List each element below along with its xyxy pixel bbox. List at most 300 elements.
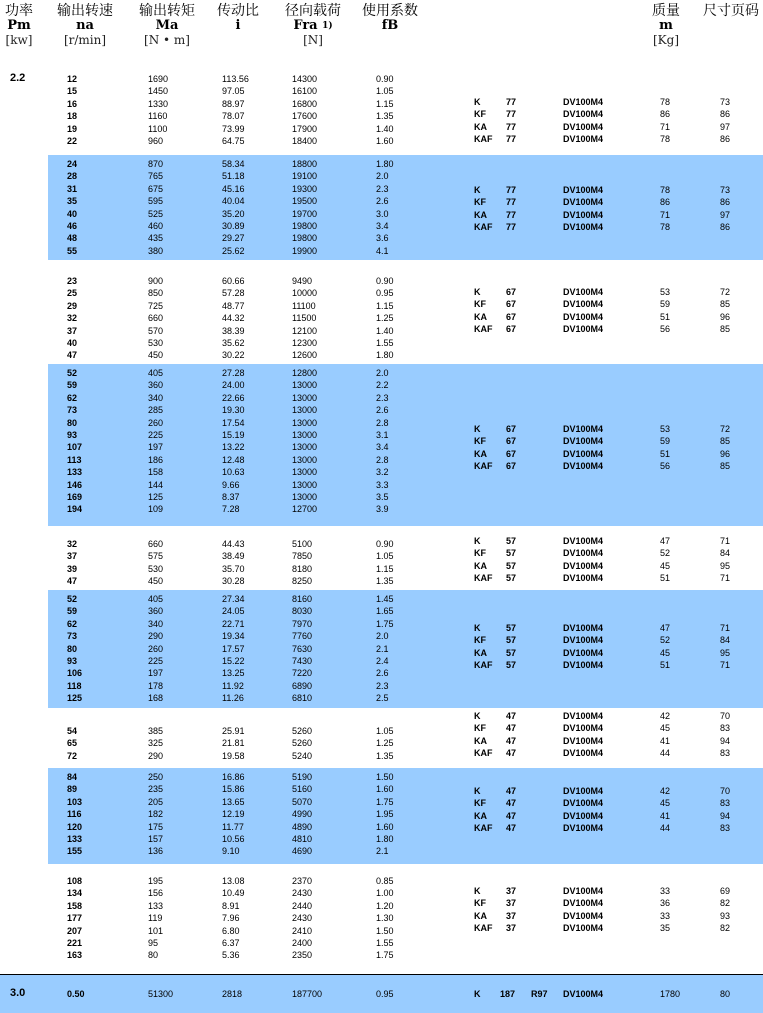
radial-load-cell: 8030 [292,606,313,617]
radial-load-cell: 7220 [292,668,313,679]
speed-cell: 28 [67,171,78,182]
radial-load-cell: 6810 [292,693,313,704]
dimension-page-cell: 71 [720,573,731,584]
ratio-cell: 73.99 [222,123,245,134]
gear-type-cell: KA [474,810,487,821]
dimension-page-cell: 85 [720,436,731,447]
mass-cell: 47 [660,536,671,546]
motor-cell: DV100M4 [563,560,604,571]
service-factor-cell: 1.40 [376,325,394,336]
ratio-cell: 19.58 [222,750,245,761]
motor-cell: DV100M4 [563,635,604,646]
gear-type-cell: K [474,97,481,107]
torque-cell: 660 [148,539,164,549]
table-group [48,590,763,708]
ratio-cell: 45.16 [222,183,245,194]
gear-type-cell: KF [474,898,486,909]
radial-load-cell: 2370 [292,876,313,886]
radial-load-cell: 19900 [292,245,318,256]
torque-cell: 525 [148,208,164,219]
dimension-page-cell: 83 [720,823,731,834]
service-factor-cell: 2.8 [376,454,389,465]
ratio-cell: 97.05 [222,86,245,97]
dimension-page-cell: 94 [720,735,731,746]
ratio-cell: 19.34 [222,631,245,642]
ratio-cell: 8.37 [222,492,240,502]
ratio-cell: 88.97 [222,98,245,109]
motor-cell: DV100M4 [563,623,604,633]
motor-cell: DV100M4 [563,810,604,821]
torque-cell: 725 [148,300,164,311]
gear-size-cell: 67 [506,448,517,459]
motor-cell: DV100M4 [563,197,604,208]
dimension-page-cell: 95 [720,560,731,571]
ratio-cell: 13.22 [222,442,245,453]
gear-size-cell: 77 [506,209,517,220]
radial-load-cell: 7430 [292,656,313,666]
dimension-page-cell: 72 [720,287,731,297]
torque-cell: 158 [148,467,164,478]
gear-type-cell: KAF [474,823,493,834]
speed-cell: 23 [67,276,78,286]
torque-cell: 960 [148,136,164,146]
torque-cell: 575 [148,551,164,562]
radial-load-cell: 2410 [292,925,313,936]
mass-cell: 86 [660,197,671,208]
header-mass-cn: 质量 [652,3,680,19]
torque-cell: 360 [148,380,164,391]
gear-size-cell: 77 [506,134,517,145]
ratio-cell: 35.62 [222,338,245,348]
gear-size-cell: 187 [500,989,516,999]
service-factor-cell: 1.15 [376,98,394,109]
dimension-page-cell: 94 [720,810,731,821]
gear-size-cell: 47 [506,735,517,746]
torque-cell: 765 [148,171,164,182]
mass-cell: 71 [660,209,671,220]
speed-cell: 120 [67,821,83,832]
mass-cell: 59 [660,436,671,447]
speed-cell: 134 [67,888,83,899]
secondary-gear-cell: R97 [531,989,548,999]
radial-load-cell: 18400 [292,136,318,146]
radial-load-cell: 8160 [292,594,313,604]
gear-type-cell: KA [474,560,487,571]
ratio-cell: 15.22 [222,656,245,666]
header-torque-symbol: Ma [155,18,179,33]
gear-type-cell: K [474,886,481,896]
ratio-cell: 11.77 [222,821,244,832]
service-factor-cell: 3.6 [376,233,389,244]
service-factor-cell: 0.95 [376,288,394,299]
radial-load-cell: 19800 [292,221,318,231]
dimension-page-cell: 96 [720,448,731,459]
torque-cell: 900 [148,276,164,286]
mass-cell: 44 [660,823,671,834]
speed-cell: 25 [67,288,78,299]
mass-cell: 51 [660,573,671,584]
header-radial-load-cn: 径向载荷 [285,3,341,19]
ratio-cell: 12.48 [222,454,245,465]
radial-load-cell: 16100 [292,86,318,97]
service-factor-cell: 1.75 [376,950,394,961]
torque-cell: 530 [148,563,164,574]
dimension-page-cell: 93 [720,910,731,921]
header-power-cn: 功率 [5,3,33,19]
gear-size-cell: 77 [506,185,517,195]
speed-cell: 59 [67,380,78,391]
radial-load-cell: 13000 [292,442,318,453]
torque-cell: 168 [148,693,164,704]
motor-cell: DV100M4 [563,536,604,546]
radial-load-cell: 187700 [292,989,323,999]
speed-cell: 207 [67,925,83,936]
service-factor-cell: 1.60 [376,821,394,832]
radial-load-cell: 19800 [292,233,318,244]
gear-type-cell: KF [474,798,486,809]
ratio-cell: 11.92 [222,680,244,691]
torque-cell: 435 [148,233,164,244]
ratio-cell: 24.00 [222,380,245,391]
dimension-page-cell: 82 [720,898,731,909]
speed-cell: 37 [67,325,78,336]
dimension-page-cell: 72 [720,424,731,434]
radial-load-cell: 4890 [292,821,313,832]
ratio-cell: 29.27 [222,233,245,244]
speed-cell: 93 [67,656,78,666]
radial-load-cell: 5070 [292,796,313,807]
service-factor-cell: 1.65 [376,606,394,617]
speed-cell: 80 [67,417,78,428]
table-group [48,155,763,260]
radial-load-cell: 19300 [292,183,318,194]
header-mass [646,4,686,47]
header-speed-cn: 输出转速 [57,3,113,19]
gear-size-cell: 77 [506,222,517,233]
gear-type-cell: KA [474,209,487,220]
gear-type-cell: K [474,536,481,546]
service-factor-cell: 2.3 [376,392,389,403]
radial-load-cell: 11500 [292,313,317,324]
header-power [2,4,36,47]
header-torque-cn: 输出转矩 [139,3,195,19]
header-service-factor-symbol: fB [381,18,399,33]
motor-cell: DV100M4 [563,723,604,734]
torque-cell: 225 [148,430,164,440]
gear-size-cell: 57 [506,635,517,646]
dimension-page-cell: 80 [720,989,731,999]
radial-load-cell: 19500 [292,196,318,207]
radial-load-cell: 13000 [292,380,318,391]
table-group [0,872,763,968]
ratio-cell: 10.49 [222,888,245,899]
dimension-page-cell: 83 [720,748,731,759]
torque-cell: 80 [148,950,159,961]
gear-size-cell: 47 [506,711,517,721]
header-speed-symbol: na [76,18,94,33]
torque-cell: 95 [148,938,159,948]
torque-cell: 144 [148,479,164,490]
gear-type-cell: KAF [474,660,493,671]
ratio-cell: 48.77 [222,300,245,311]
gear-type-cell: KF [474,548,486,559]
gear-type-cell: KF [474,109,486,120]
service-factor-cell: 3.3 [376,479,389,490]
torque-cell: 235 [148,784,164,795]
torque-cell: 125 [148,492,164,502]
service-factor-cell: 1.25 [376,738,394,749]
torque-cell: 197 [148,442,164,453]
mass-cell: 59 [660,299,671,310]
gear-type-cell: KAF [474,573,493,584]
speed-cell: 0.50 [67,989,85,999]
speed-cell: 107 [67,442,83,453]
ratio-cell: 9.10 [222,846,240,857]
motor-cell: DV100M4 [563,209,604,220]
speed-cell: 12 [67,74,78,84]
radial-load-cell: 5190 [292,772,313,782]
speed-cell: 54 [67,726,78,736]
torque-cell: 119 [148,913,163,924]
gear-type-cell: KAF [474,923,493,934]
service-factor-cell: 0.90 [376,74,394,84]
motor-cell: DV100M4 [563,461,604,472]
dimension-page-cell: 85 [720,299,731,310]
speed-cell: 93 [67,430,78,440]
mass-cell: 41 [660,735,671,746]
ratio-cell: 15.19 [222,430,245,440]
service-factor-cell: 1.75 [376,796,394,807]
ratio-cell: 27.28 [222,368,245,378]
gear-size-cell: 47 [506,786,517,796]
radial-load-cell: 4810 [292,834,313,844]
speed-cell: 32 [67,313,78,324]
gear-type-cell: KAF [474,324,493,335]
speed-cell: 89 [67,784,78,795]
ratio-cell: 12.19 [222,809,245,820]
ratio-cell: 17.57 [222,643,245,654]
ratio-cell: 30.89 [222,221,245,231]
gear-type-cell: KA [474,910,487,921]
speed-cell: 194 [67,504,83,515]
header-torque [132,4,202,47]
ratio-cell: 9.66 [222,479,240,490]
ratio-cell: 13.65 [222,796,245,807]
ratio-cell: 60.66 [222,276,245,286]
radial-load-cell: 13000 [292,492,318,502]
gear-type-cell: KF [474,723,486,734]
gear-size-cell: 57 [506,536,517,546]
service-factor-cell: 3.5 [376,492,389,502]
mass-cell: 53 [660,424,671,434]
motor-cell: DV100M4 [563,424,604,434]
ratio-cell: 38.39 [222,325,245,336]
speed-cell: 15 [67,86,78,97]
speed-cell: 146 [67,479,83,490]
speed-cell: 103 [67,796,83,807]
service-factor-cell: 1.55 [376,338,394,348]
mass-cell: 36 [660,898,671,909]
ratio-cell: 30.28 [222,576,245,587]
gear-size-cell: 57 [506,647,517,658]
speed-cell: 73 [67,405,78,416]
radial-load-cell: 13000 [292,405,318,416]
dimension-page-cell: 84 [720,548,731,559]
gear-size-cell: 47 [506,823,517,834]
ratio-cell: 113.56 [222,74,249,84]
radial-load-cell: 7760 [292,631,313,642]
gear-size-cell: 77 [506,121,517,132]
ratio-cell: 57.28 [222,288,245,299]
mass-cell: 51 [660,311,671,322]
service-factor-cell: 2.5 [376,693,389,704]
torque-cell: 450 [148,350,164,361]
motor-cell: DV100M4 [563,923,604,934]
mass-cell: 78 [660,222,671,233]
ratio-cell: 64.75 [222,136,245,146]
radial-load-cell: 13000 [292,479,318,490]
gear-size-cell: 77 [506,97,517,107]
gear-type-cell: KF [474,197,486,208]
radial-load-cell: 13000 [292,467,318,478]
torque-cell: 660 [148,313,164,324]
mass-cell: 56 [660,324,671,335]
motor-cell: DV100M4 [563,97,604,107]
speed-cell: 80 [67,643,78,654]
mass-cell: 47 [660,623,671,633]
gear-size-cell: 47 [506,748,517,759]
radial-load-cell: 19100 [292,171,318,182]
ratio-cell: 40.04 [222,196,245,207]
gear-size-cell: 37 [506,886,517,896]
radial-load-cell: 7850 [292,551,313,562]
dimension-page-cell: 84 [720,635,731,646]
motor-cell: DV100M4 [563,436,604,447]
torque-cell: 157 [148,834,164,844]
ratio-cell: 78.07 [222,111,245,122]
service-factor-cell: 1.05 [376,551,394,562]
dimension-page-cell: 97 [720,209,731,220]
torque-cell: 156 [148,888,164,899]
gear-type-cell: K [474,989,481,999]
ratio-cell: 10.56 [222,834,245,844]
mass-cell: 86 [660,109,671,120]
speed-cell: 133 [67,834,83,844]
torque-cell: 340 [148,392,164,403]
mass-cell: 35 [660,923,671,934]
mass-cell: 45 [660,647,671,658]
gear-type-cell: K [474,424,481,434]
radial-load-cell: 2400 [292,938,313,948]
power-value: 2.2 [10,72,26,84]
radial-load-cell: 8250 [292,576,313,587]
service-factor-cell: 3.4 [376,221,389,231]
header-service-factor [357,4,423,33]
ratio-cell: 11.26 [222,693,244,704]
table-group [0,535,763,587]
service-factor-cell: 2.6 [376,405,389,416]
speed-cell: 24 [67,159,78,169]
motor-cell: DV100M4 [563,324,604,335]
mass-cell: 52 [660,548,671,559]
motor-cell: DV100M4 [563,886,604,896]
header-service-factor-cn: 使用系数 [362,3,418,19]
table-group [48,768,763,864]
motor-cell: DV100M4 [563,735,604,746]
speed-cell: 73 [67,631,78,642]
speed-cell: 32 [67,539,78,549]
ratio-cell: 5.36 [222,950,240,961]
table-group [0,70,763,154]
torque-cell: 1690 [148,74,169,84]
radial-load-cell: 5100 [292,539,313,549]
radial-load-cell: 4690 [292,846,313,857]
ratio-cell: 51.18 [222,171,245,182]
speed-cell: 47 [67,576,78,587]
speed-cell: 19 [67,123,78,134]
gear-type-cell: KA [474,735,487,746]
speed-cell: 158 [67,900,83,911]
gear-size-cell: 47 [506,810,517,821]
gear-type-cell: K [474,185,481,195]
service-factor-cell: 1.60 [376,784,394,795]
gear-size-cell: 67 [506,311,517,322]
gear-type-cell: KF [474,299,486,310]
dimension-page-cell: 83 [720,798,731,809]
torque-cell: 186 [148,454,164,465]
speed-cell: 22 [67,136,78,146]
speed-cell: 84 [67,772,78,782]
radial-load-cell: 12700 [292,504,318,515]
service-factor-cell: 0.85 [376,876,394,886]
mass-cell: 1780 [660,989,681,999]
radial-load-cell: 12800 [292,368,318,378]
mass-cell: 78 [660,134,671,145]
service-factor-cell: 1.35 [376,111,394,122]
speed-cell: 62 [67,618,78,629]
ratio-cell: 22.66 [222,392,245,403]
radial-load-cell: 4990 [292,809,313,820]
mass-cell: 56 [660,461,671,472]
speed-cell: 35 [67,196,78,207]
service-factor-cell: 1.25 [376,313,394,324]
header-ratio-cn: 传动比 [217,3,259,19]
service-factor-cell: 1.80 [376,159,394,169]
service-factor-cell: 1.20 [376,900,394,911]
dimension-page-cell: 96 [720,311,731,322]
mass-cell: 78 [660,97,671,107]
service-factor-cell: 4.1 [376,245,389,256]
ratio-cell: 58.34 [222,159,245,169]
speed-cell: 177 [67,913,83,924]
gear-size-cell: 57 [506,548,517,559]
speed-cell: 163 [67,950,83,961]
gear-size-cell: 37 [506,910,517,921]
service-factor-cell: 1.15 [376,563,394,574]
torque-cell: 133 [148,900,164,911]
gear-size-cell: 47 [506,723,517,734]
radial-load-cell: 8180 [292,563,313,574]
header-radial-load-unit: [N] [303,33,323,47]
torque-cell: 405 [148,368,164,378]
motor-cell: DV100M4 [563,647,604,658]
service-factor-cell: 2.3 [376,680,389,691]
mass-cell: 71 [660,121,671,132]
torque-cell: 197 [148,668,164,679]
speed-cell: 65 [67,738,78,749]
service-factor-cell: 1.45 [376,594,394,604]
speed-cell: 37 [67,551,78,562]
